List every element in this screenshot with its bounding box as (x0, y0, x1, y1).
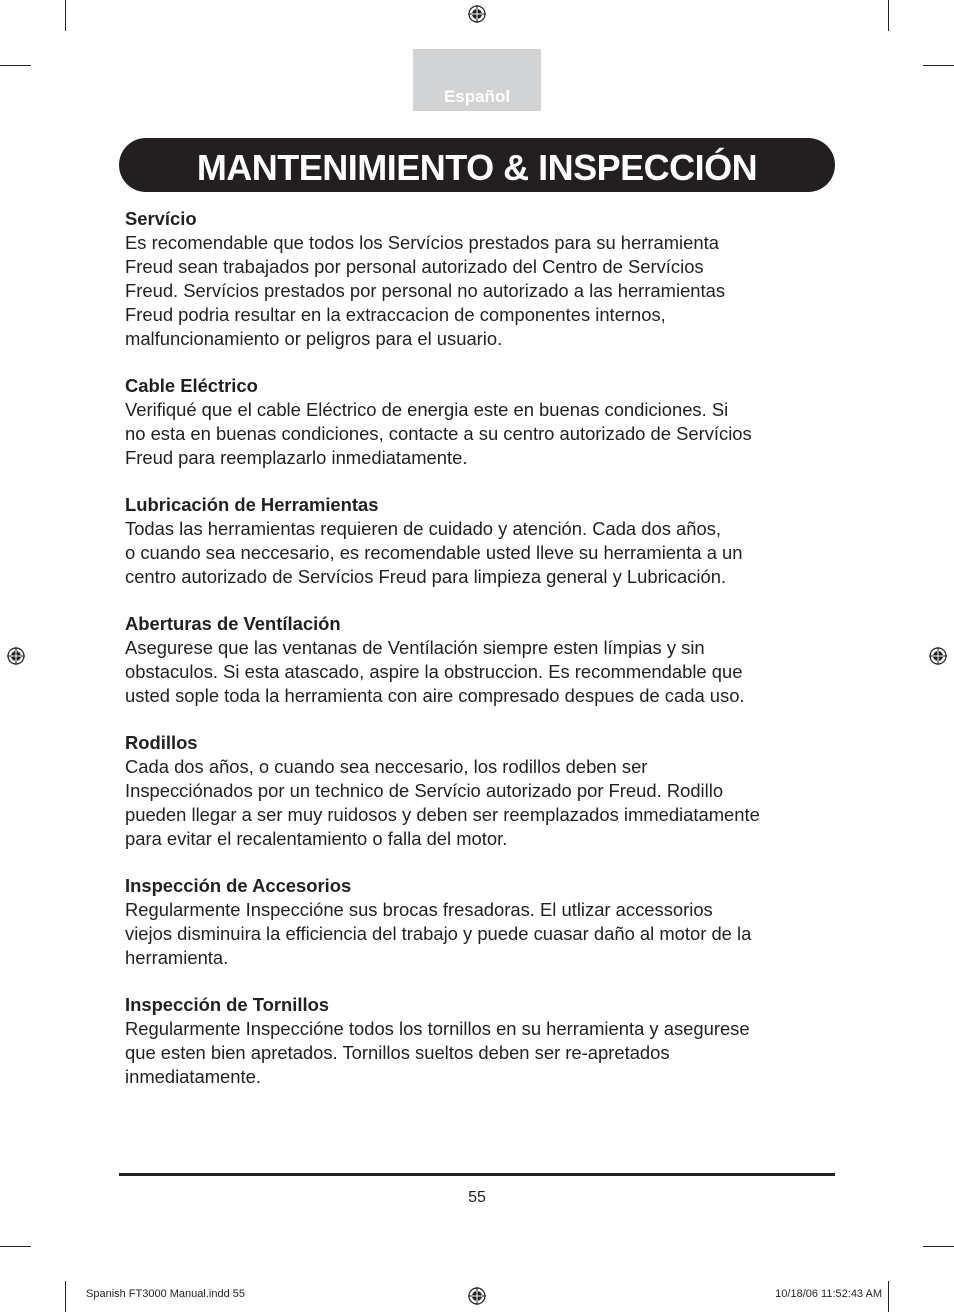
text-line: Asegurese que las ventanas de Ventílación siempre esten límpias y sin (125, 637, 705, 658)
section-text (125, 398, 825, 470)
text-line: Todas las herramientas requieren de cuidado y atención. Cada dos años, (125, 518, 722, 539)
language-tab (413, 49, 541, 111)
crop-mark (0, 65, 31, 66)
section-heading: Inspección de Accesorios (125, 875, 352, 896)
section-text (125, 231, 825, 351)
section-text (125, 755, 825, 851)
text-line: que esten bien apretados. Tornillos sueltos deben ser re-apretados (125, 1042, 670, 1063)
crop-mark (923, 65, 954, 66)
slug-datetime: 10/18/06 11:52:43 AM (775, 1288, 882, 1300)
text-line: Verifiqué que el cable Eléctrico de energia este en buenas condiciones. Si (125, 399, 729, 420)
text-line: inmediatamente. (125, 1066, 261, 1087)
page-title: MANTENIMIENTO & INSPECCIÓN (196, 147, 758, 188)
text-line: Freud para reemplazarlo inmediatamente. (125, 447, 468, 468)
text-line: Cada dos años, o cuando sea neccesario, los rodillos deben ser (125, 756, 648, 777)
section-text (125, 517, 825, 589)
text-line: centro autorizado de Servícios Freud para limpieza general y Lubricación. (125, 566, 727, 587)
section-rodillos (125, 731, 825, 851)
registration-mark-icon (468, 1287, 486, 1305)
section-heading: Cable Eléctrico (125, 375, 258, 396)
text-line: obstaculos. Si esta atascado, aspire la obstruccion. Es recommendable que (125, 661, 743, 682)
text-line: no esta en buenas condiciones, contacte a su centro autorizado de Servícios (125, 423, 752, 444)
crop-mark (923, 1246, 954, 1247)
text-line: usted sople toda la herramienta con aire compresado despues de cada uso. (125, 685, 745, 706)
registration-mark-icon (7, 647, 25, 665)
crop-mark (65, 0, 66, 31)
section-heading: Lubricación de Herramientas (125, 494, 379, 515)
slug-file-name: Spanish FT3000 Manual.indd 55 (86, 1288, 245, 1300)
crop-mark (888, 1281, 889, 1312)
section-heading: Servício (125, 208, 197, 229)
page-number: 55 (468, 1189, 486, 1206)
crop-mark (888, 0, 889, 31)
section-heading: Inspección de Tornillos (125, 994, 330, 1015)
text-line: herramienta. (125, 947, 229, 968)
text-line: malfuncionamiento or peligros para el usuario. (125, 328, 503, 349)
section-tornillos (125, 993, 825, 1089)
section-text (125, 898, 825, 970)
section-text (125, 636, 825, 708)
section-heading: Aberturas de Ventílación (125, 613, 341, 634)
footer-rule (119, 1173, 835, 1176)
section-aberturas (125, 612, 825, 708)
crop-mark (0, 1246, 31, 1247)
crop-mark (65, 1281, 66, 1312)
language-tab-label: Español (443, 87, 511, 106)
text-line: Freud sean trabajados por personal autorizado del Centro de Servícios (125, 256, 704, 277)
text-line: pueden llegar a ser muy ruidosos y deben ser reemplazados immediatamente (125, 804, 760, 825)
text-line: para evitar el recalentamiento o falla del motor. (125, 828, 508, 849)
section-cable-electrico (125, 374, 825, 470)
section-servicio (125, 207, 825, 351)
text-line: viejos disminuira la efficiencia del trabajo y puede cuasar daño al motor de la (125, 923, 752, 944)
text-line: Regularmente Inspeccióne sus brocas fresadoras. El utlizar accessorios (125, 899, 713, 920)
registration-mark-icon (929, 647, 947, 665)
title-banner (119, 138, 835, 192)
registration-mark-icon (468, 5, 486, 23)
text-line: o cuando sea neccesario, es recomendable usted lleve su herramienta a un (125, 542, 743, 563)
section-accesorios (125, 874, 825, 970)
manual-content (125, 207, 825, 1112)
text-line: Es recomendable que todos los Servícios prestados para su herramienta (125, 232, 719, 253)
text-line: Freud podria resultar en la extraccacion de componentes internos, (125, 304, 666, 325)
section-text (125, 1017, 825, 1089)
text-line: Regularmente Inspeccióne todos los tornillos en su herramienta y asegurese (125, 1018, 750, 1039)
text-line: Freud. Servícios prestados por personal no autorizado a las herramientas (125, 280, 726, 301)
text-line: Inspecciónados por un technico de Servício autorizado por Freud. Rodillo (125, 780, 724, 801)
section-lubricacion (125, 493, 825, 589)
section-heading: Rodillos (125, 732, 198, 753)
